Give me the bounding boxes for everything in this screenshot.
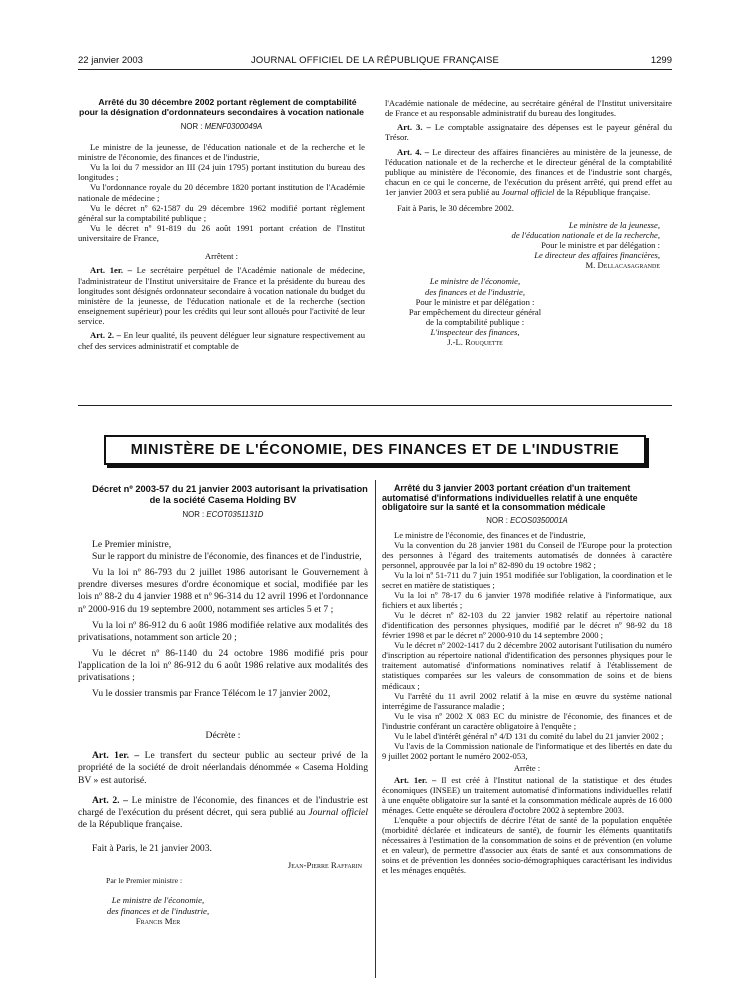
arrete2-intro-5: Vu le décret nº 2002-1417 du 2 décembre 2002 autorisant l'utilisation du numéro d'inscription au répertoire national d'identification des personnes physiques pour le traitement automatisé d'informations nominatives relatif à l'établissement de statistiques comparées sur les valeurs de consommation de soins et de biens médicaux ;: [382, 640, 672, 691]
decret-intro-0: Le Premier ministre,: [92, 539, 172, 551]
arrete1-intro-2: Vu l'ordonnance royale du 20 décembre 1820 portant institution de l'Académie nationale de médecine ;: [78, 182, 365, 203]
page-number: 1299: [650, 55, 672, 66]
page-header: [78, 55, 672, 69]
arrete1-nor-code: MENF0300049A: [204, 121, 263, 131]
arrete2-intro-6: Vu l'arrêté du 11 avril 2002 relatif à la mise en œuvre du système national interrégime de l'assurance maladie ;: [382, 690, 672, 711]
decret-intro-1: Sur le rapport du ministre de l'économie, des finances et de l'industrie,: [92, 551, 362, 563]
arrete1-art2-continued: l'Académie nationale de médecine, au secrétaire général de l'Institut universitaire de France et au responsable administratif du bureau des longitudes.: [385, 98, 672, 119]
arrete1-intro-3: Vu le décret nº 62-1587 du 29 décembre 1962 modifié portant règlement général sur la comptabilité publique ;: [78, 202, 365, 223]
arrete2-nor: NOR : ECOS0350001A: [486, 515, 568, 525]
arrete2-intro-4: Vu le décret nº 82-103 du 22 janvier 1982 relatif au répertoire national d'identification des personnes physiques, modifié par le décret nº 98-92 du 18 février 1998 et par le décret nº 2000-910 du 14 septembre 2000 ;: [382, 610, 672, 641]
decret-column: [78, 484, 368, 927]
decret-nor-code: ECOT0351131D: [206, 510, 264, 519]
decret-signature: Le ministre de l'économie, des finances et de l'industrie, Francis Mer: [106, 895, 210, 927]
arrete1-signature-1: Le ministre de la jeunesse, de l'éducation nationale et de la recherche, Pour le ministre et par délégation : Le directeur des affaires financières, M. Dellacasagrande: [511, 219, 660, 271]
decret-intro-5: Vu le dossier transmis par France Télécom le 17 janvier 2002,: [92, 688, 331, 700]
arrete2-title: Arrêté du 3 janvier 2003 portant création d'un traitement automatisé d'informations individuelles relatif à une enquête obligatoire sur la santé et la consommation médicale: [382, 483, 638, 513]
arrete1-intro-0: Le ministre de la jeunesse, de l'éducation nationale et de la recherche et le ministre de l'économie, des finances et de l'industrie,: [78, 141, 365, 162]
decret-art2: Art. 2. – Le ministre de l'économie, des finances et de l'industrie est chargé de l'exécution du présent décret, qui sera publié au Journal officiel de la République française.: [78, 794, 368, 830]
arrete1-arretent: Arrêtent :: [204, 251, 239, 262]
arrete2-intro-0: Le ministre de l'économie, des finances et de l'industrie,: [394, 529, 586, 540]
arrete1-art4: Art. 4. – Le directeur des affaires financières au ministère de la jeunesse, de l'éducation nationale et de la recherche et le directeur général de la comptabilité publique au ministère de l'économie, des finances et de l'industrie sont chargés, chacun en ce qui le concerne, de l'exécution du présent arrêté, qui prend effet au 1er janvier 2003 et sera publié au Journal officiel de la République française.: [385, 146, 672, 198]
decret-intro-3: Vu la loi nº 86-912 du 6 août 1986 modifiée relative aux modalités des privatisations, notamment son article 20 ;: [78, 619, 368, 643]
decret-signer: Jean-Pierre Raffarin: [287, 859, 362, 870]
section-separator: [78, 405, 672, 406]
arrete2-intro-9: Vu l'avis de la Commission nationale de l'informatique et des libertés en date du 9 juillet 2002 portant le numéro 2002-053,: [382, 740, 672, 761]
arrete2-paragraph-2: L'enquête a pour objectifs de décrire l'état de santé de la population enquêtée (morbidité déclarée et indicateurs de santé), de fournir les éléments quantitatifs nécessaires à l'estimation de la consommation de soins et de prévention (en volume et en valeur), de permettre d'associer aux états de santé et aux consommations de soins et de prévention les données socio-démographiques caractérisant les individus et les ménages enquêtés.: [382, 815, 672, 876]
arrete1-nor: NOR : MENF0300049A: [180, 121, 263, 131]
decret-par: Par le Premier ministre :: [106, 876, 183, 886]
arrete2-intro-7: Vu le visa nº 2002 X 083 EC du ministre de l'économie, des finances et de l'industrie conférant un caractère obligatoire à l'enquête ;: [382, 710, 672, 731]
arrete2-intro-1: Vu la convention du 28 janvier 1981 du Conseil de l'Europe pour la protection des personnes à l'égard des traitements automatisés de données à caractère personnel, approuvée par la loi nº 82-890 du 19 octobre 1982 ;: [382, 539, 672, 570]
arrete1-column-right: [385, 98, 672, 347]
arrete1-art2: Art. 2. – En leur qualité, ils peuvent déléguer leur signature respectivement au chef des services administratif et comptable de: [78, 330, 365, 351]
arrete2-nor-code: ECOS0350001A: [510, 515, 568, 525]
decret-title: Décret nº 2003-57 du 21 janvier 2003 autorisant la privatisation de la société Casema Holding BV: [92, 484, 368, 505]
arrete1-title: Arrêté du 30 décembre 2002 portant règlement de comptabilité pour la désignation d'ordonnateurs secondaires à vocation nationale: [79, 97, 364, 117]
arrete1-fait: Fait à Paris, le 30 décembre 2002.: [397, 203, 514, 214]
arrete1-art1: Art. 1er. – Le secrétaire perpétuel de l'Académie nationale de médecine, l'administrateur de l'Institut universitaire de France et la présidente du bureau des longitudes sont désignés ordonnateur secondaire à vocation nationale du budget du ministère de la jeunesse, de l'éducation nationale et de la recherche (section enseignement supérieur) pour les crédits qui leur sont alloués pour l'activité de leur service.: [78, 265, 365, 327]
arrete2-art1: Art. 1er. – Il est créé à l'Institut national de la statistique et des études économiques (INSEE) un traitement automatisé d'informations individuelles relatif à une enquête obligatoire sur la santé et la consommation médicale auprès de 16 000 ménages. Cette enquête se déroulera d'octobre 2002 à septembre 2003.: [382, 774, 672, 816]
arrete1-intro-4: Vu le décret nº 91-819 du 26 août 1991 portant création de l'Institut universitaire de France,: [78, 223, 365, 244]
header-date: 22 janvier 2003: [78, 55, 143, 66]
arrete2-column: [382, 484, 672, 875]
arrete2-intro-2: Vu la loi nº 51-711 du 7 juin 1951 modifiée sur l'obligation, la coordination et le secret en matière de statistiques ;: [382, 570, 672, 591]
column-divider: [375, 480, 376, 978]
header-rule: [78, 69, 672, 70]
arrete1-art3: Art. 3. – Le comptable assignataire des dépenses est le payeur général du Trésor.: [385, 122, 672, 143]
arrete2-arrete: Arrête :: [513, 762, 541, 773]
arrete2-intro-8: Vu le label d'intérêt général nº 4/D 131 du comité du label du 21 janvier 2002 ;: [394, 730, 664, 741]
decret-fait: Fait à Paris, le 21 janvier 2003.: [92, 842, 212, 854]
arrete1-signature-2: Le ministre de l'économie, des finances et de l'industrie, Pour le ministre et par délégation : Par empêchement du directeur général de la comptabilité publique : L'inspecteur des finances, J.-L. Rouquette: [408, 276, 542, 348]
decret-nor: NOR : ECOT0351131D: [182, 510, 264, 519]
ministry-banner: MINISTÈRE DE L'ÉCONOMIE, DES FINANCES ET DE L'INDUSTRIE: [104, 435, 646, 465]
journal-title: JOURNAL OFFICIEL DE LA RÉPUBLIQUE FRANÇAISE: [250, 55, 500, 66]
decret-art1: Art. 1er. – Le transfert du secteur public au secteur privé de la propriété de la société de droit néerlandais dénommée « Casema Holding BV » est autorisé.: [78, 750, 368, 786]
decret-intro-2: Vu la loi nº 86-793 du 2 juillet 1986 autorisant le Gouvernement à prendre diverses mesures d'ordre économique et social, modifiée par les lois nº 88-2 du 4 janvier 1988 et nº 96-314 du 12 avril 1996 et l'ordonnance nº 2000-916 du 19 septembre 2000, notamment ses articles 5 et 7 ;: [78, 567, 368, 615]
decret-decrete: Décrète :: [205, 730, 241, 742]
arrete2-intro-3: Vu la loi nº 78-17 du 6 janvier 1978 modifiée relative à l'informatique, aux fichiers et aux libertés ;: [382, 590, 672, 611]
arrete1-intro-1: Vu la loi du 7 messidor an III (24 juin 1795) portant institution du bureau des longitudes ;: [78, 162, 365, 183]
decret-intro-4: Vu le décret nº 86-1140 du 24 octobre 1986 modifié pris pour l'application de la loi nº 86-912 du 6 août 1986 relative aux modalités des privatisations ;: [78, 647, 368, 684]
arrete1-column-left: [78, 98, 365, 351]
